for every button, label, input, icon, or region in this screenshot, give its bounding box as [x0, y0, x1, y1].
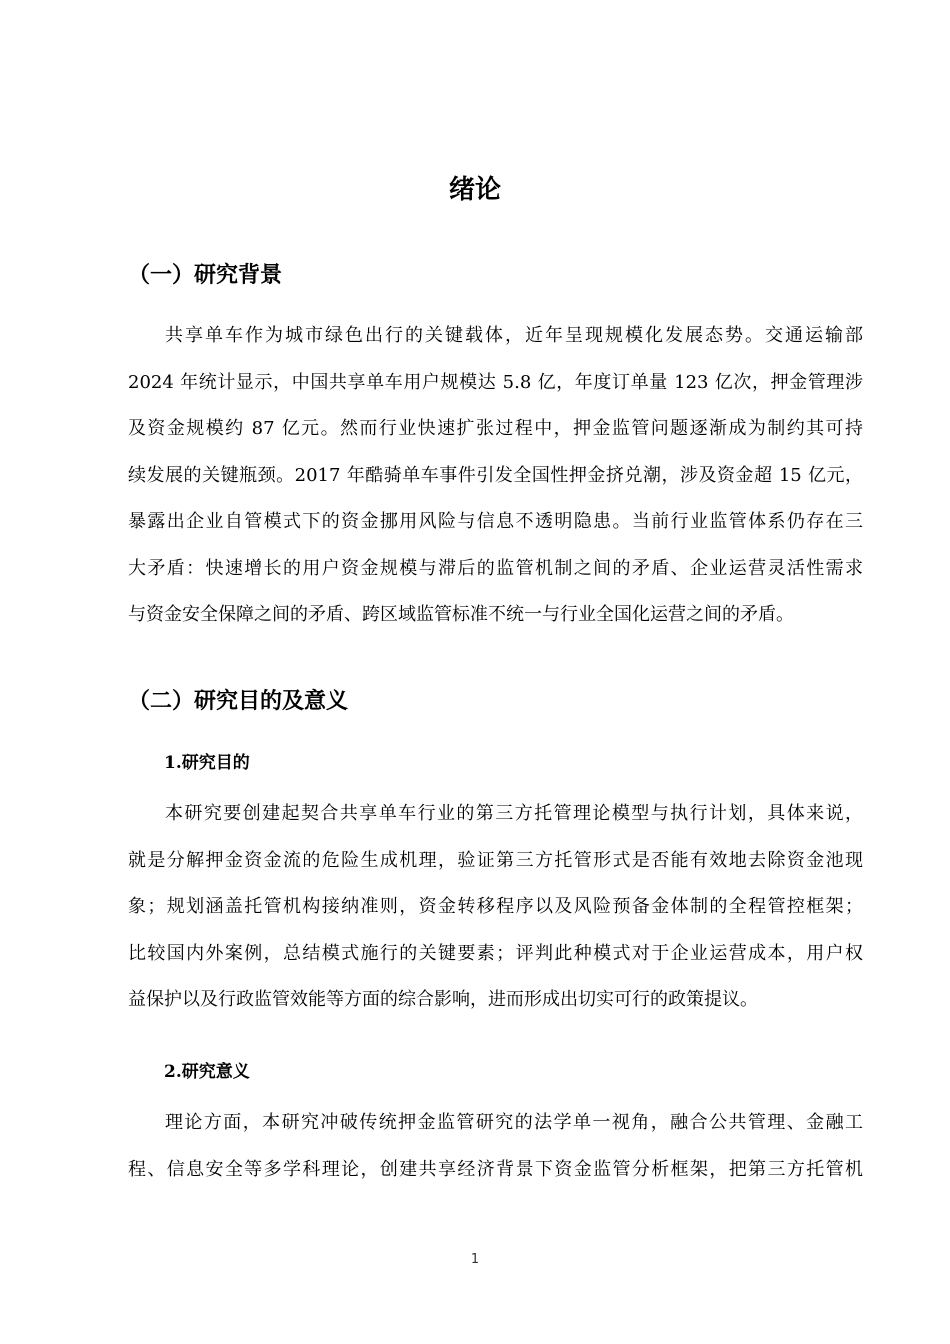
section-heading-research-background: （一）研究背景: [128, 263, 283, 288]
paragraph-line: 理论方面，本研究冲破传统押金监管研究的法学单一视角，融合公共管理、金融工: [165, 1112, 863, 1133]
paragraph-research-significance: [128, 1100, 863, 1193]
paragraph-line: 大矛盾：快速增长的用户资金规模与滞后的监管机制之间的矛盾、企业运营灵活性需求: [128, 557, 863, 579]
page-number: 1: [470, 1252, 480, 1267]
paragraph-line: 续发展的关键瓶颈。2017 年酷骑单车事件引发全国性押金挤兑潮，涉及资金超 15 亿元，: [128, 464, 863, 486]
paragraph-line: 比较国内外案例，总结模式施行的关键要素；评判此种模式对于企业运营成本，用户权: [128, 942, 863, 964]
subsection-heading-research-purpose: 1.研究目的: [164, 753, 250, 773]
document-title: 绪论: [448, 175, 501, 205]
paragraph-line: 程、信息安全等多学科理论，创建共享经济背景下资金监管分析框架，把第三方托管机: [128, 1158, 863, 1180]
paragraph-research-background: [128, 313, 863, 639]
paragraph-line: 及资金规模约 87 亿元。然而行业快速扩张过程中，押金监管问题逐渐成为制约其可持: [128, 418, 863, 439]
paragraph-research-purpose: [128, 791, 863, 1024]
paragraph-line: 益保护以及行政监管效能等方面的综合影响，进而形成出切实可行的政策提议。: [128, 989, 758, 1010]
paragraph-line: 暴露出企业自管模式下的资金挪用风险与信息不透明隐患。当前行业监管体系仍存在三: [128, 511, 863, 532]
paragraph-line: 2024 年统计显示，中国共享单车用户规模达 5.8 亿，年度订单量 123 亿次，押金管理涉: [128, 371, 863, 393]
paragraph-line: 象；规划涵盖托管机构接纳准则，资金转移程序以及风险预备金体制的全程管控框架；: [128, 896, 863, 917]
paragraph-line: 共享单车作为城市绿色出行的关键载体，近年呈现规模化发展态势。交通运输部: [165, 325, 863, 346]
subsection-heading-research-significance: 2.研究意义: [164, 1062, 250, 1082]
paragraph-line: 本研究要创建起契合共享单车行业的第三方托管理论模型与执行计划，具体来说，: [165, 803, 863, 824]
paragraph-line: 就是分解押金资金流的危险生成机理，验证第三方托管形式是否能有效地去除资金池现: [128, 849, 863, 871]
section-heading-purpose-and-significance: （二）研究目的及意义: [128, 689, 349, 714]
paragraph-line: 与资金安全保障之间的矛盾、跨区域监管标准不统一与行业全国化运营之间的矛盾。: [128, 604, 794, 625]
